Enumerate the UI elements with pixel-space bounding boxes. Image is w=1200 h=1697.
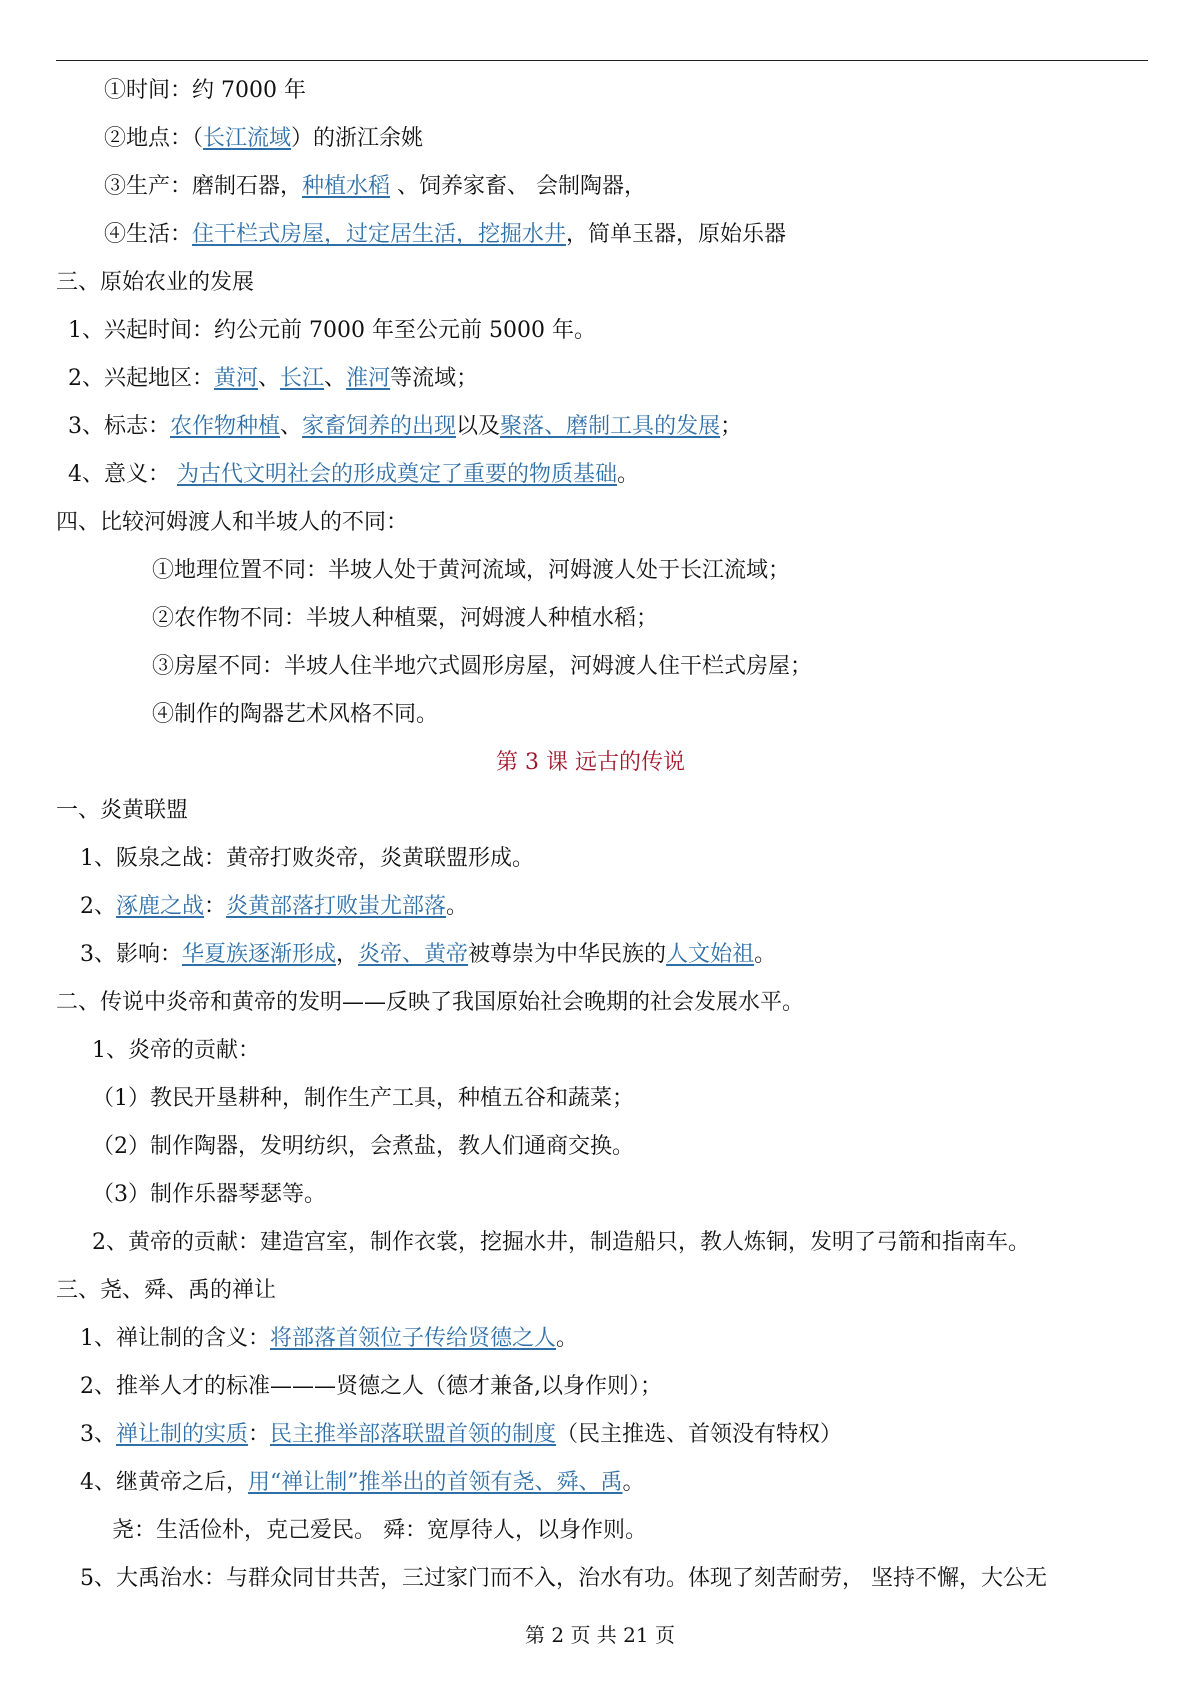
- text-line: [80, 1370, 662, 1404]
- highlighted-text: 长江流域: [203, 126, 292, 151]
- text-segment: ④生活：: [104, 222, 193, 247]
- text-segment: ①地理位置不同：半坡人处于黄河流域，河姆渡人处于长江流域；: [152, 558, 791, 583]
- text-segment: ④制作的陶器艺术风格不同。: [152, 702, 439, 727]
- text-line: [152, 602, 658, 636]
- text-segment: 。: [556, 1326, 579, 1351]
- text-segment: 3、: [80, 1422, 116, 1447]
- text-segment: 四、比较河姆渡人和半坡人的不同：: [56, 510, 409, 535]
- text-segment: 三、原始农业的发展: [56, 270, 255, 295]
- text-segment: ③生产：磨制石器，: [104, 174, 303, 199]
- text-line: [68, 410, 742, 444]
- header-rule: [56, 60, 1148, 61]
- text-segment: ①时间：约 7000 年: [104, 78, 306, 103]
- text-segment: 。: [446, 894, 469, 919]
- text-line: [152, 554, 790, 588]
- highlighted-text: 聚落、磨制工具的发展: [500, 414, 721, 439]
- text-segment: 1、禅让制的含义：: [80, 1326, 270, 1351]
- text-segment: 、: [258, 366, 281, 391]
- text-segment: 、: [324, 366, 347, 391]
- text-line: [104, 218, 786, 252]
- highlighted-text: 涿鹿之战: [116, 894, 205, 919]
- text-segment: （2）制作陶器，发明纺织，会煮盐，教人们通商交换。: [92, 1134, 634, 1159]
- text-segment: ②地点：（: [104, 126, 204, 151]
- text-segment: ，: [336, 942, 359, 967]
- text-line: [104, 170, 646, 204]
- lesson-title: [496, 746, 685, 780]
- text-segment: （民主推选、首领没有特权）: [556, 1422, 843, 1447]
- text-line: [68, 458, 639, 492]
- text-segment: 一、炎黄联盟: [56, 798, 189, 823]
- highlighted-text: 长江: [280, 366, 325, 391]
- text-segment: 、: [280, 414, 303, 439]
- text-segment: ：: [248, 1422, 271, 1447]
- text-segment: 2、黄帝的贡献：建造宫室，制作衣裳，挖掘水井，制造船只，教人炼铜，发明了弓箭和指南车。: [92, 1230, 1031, 1255]
- text-line: [80, 1418, 842, 1452]
- text-line: [56, 794, 188, 828]
- highlighted-text: 人文始祖: [666, 942, 755, 967]
- highlighted-text: 家畜饲养的出现: [302, 414, 457, 439]
- text-segment: （1）教民开垦耕种，制作生产工具，种植五谷和蔬菜；: [92, 1086, 634, 1111]
- text-line: [112, 1514, 647, 1548]
- highlighted-text: 黄河: [214, 366, 259, 391]
- text-segment: 3、影响：: [80, 942, 182, 967]
- highlighted-text: 将部落首领位子传给贤德之人: [270, 1326, 557, 1351]
- text-line: [104, 122, 423, 156]
- highlighted-text: 为古代文明社会的形成奠定了重要的物质基础: [177, 462, 618, 487]
- highlighted-text: 炎黄部落打败蚩尤部落: [226, 894, 447, 919]
- text-segment: 1、兴起时间：约公元前 7000 年至公元前 5000 年。: [68, 318, 596, 343]
- highlighted-text: 华夏族逐渐形成: [182, 942, 337, 967]
- text-line: [56, 1274, 276, 1308]
- text-line: [56, 986, 804, 1020]
- text-line: [80, 1322, 578, 1356]
- highlighted-text: 炎帝、黄帝: [358, 942, 469, 967]
- text-segment: 1、阪泉之战：黄帝打败炎帝，炎黄联盟形成。: [80, 846, 534, 871]
- text-segment: ②农作物不同：半坡人种植粟，河姆渡人种植水稻；: [152, 606, 659, 631]
- text-line: [68, 362, 478, 396]
- highlighted-text: 种植水稻: [302, 174, 391, 199]
- highlighted-text: 农作物种植: [170, 414, 281, 439]
- text-line: [56, 266, 254, 300]
- text-segment: ，简单玉器，原始乐器: [566, 222, 787, 247]
- text-line: [92, 1178, 326, 1212]
- text-segment: 三、尧、舜、禹的禅让: [56, 1278, 277, 1303]
- text-segment: ）的浙江余姚: [291, 126, 424, 151]
- text-line: [56, 506, 408, 540]
- text-segment: 等流域；: [390, 366, 479, 391]
- text-segment: ：: [204, 894, 227, 919]
- text-line: [92, 1130, 634, 1164]
- text-segment: 2、兴起地区：: [68, 366, 214, 391]
- text-line: [80, 890, 468, 924]
- text-line: [104, 74, 306, 108]
- text-segment: 被尊崇为中华民族的: [468, 942, 667, 967]
- highlighted-text: 民主推举部落联盟首领的制度: [270, 1422, 557, 1447]
- text-line: [92, 1226, 1030, 1260]
- highlighted-text: 住干栏式房屋，过定居生活，挖掘水井: [192, 222, 567, 247]
- text-segment: 。: [622, 1470, 645, 1495]
- highlighted-text: 淮河: [346, 366, 391, 391]
- page-footer: 第 2 页 共 21 页: [525, 1623, 675, 1647]
- text-line: [80, 1562, 1047, 1596]
- highlighted-text: 禅让制的实质: [116, 1422, 249, 1447]
- text-segment: 、饲养家畜、 会制陶器，: [390, 174, 647, 199]
- text-segment: 第 3 课 远古的传说: [496, 750, 685, 775]
- text-segment: 2、: [80, 894, 116, 919]
- text-segment: 2、推举人才的标准———贤德之人（德才兼备,以身作则）；: [80, 1374, 662, 1399]
- text-segment: 。: [617, 462, 640, 487]
- text-segment: 二、传说中炎帝和黄帝的发明——反映了我国原始社会晚期的社会发展水平。: [56, 990, 805, 1015]
- text-segment: 。: [754, 942, 777, 967]
- text-segment: 5、大禹治水：与群众同甘共苦，三过家门而不入，治水有功。体现了刻苦耐劳， 坚持不懈，大公无: [80, 1566, 1047, 1591]
- text-segment: ；: [720, 414, 743, 439]
- text-line: [92, 1082, 634, 1116]
- text-line: [152, 650, 812, 684]
- text-line: [80, 938, 776, 972]
- text-line: [80, 842, 534, 876]
- text-segment: 1、炎帝的贡献：: [92, 1038, 260, 1063]
- text-line: [152, 698, 438, 732]
- text-segment: 3、标志：: [68, 414, 170, 439]
- text-line: [92, 1034, 260, 1068]
- text-segment: （3）制作乐器琴瑟等。: [92, 1182, 326, 1207]
- text-line: [80, 1466, 645, 1500]
- text-segment: 尧：生活俭朴，克己爱民。 舜：宽厚待人，以身作则。: [112, 1518, 647, 1543]
- text-segment: 以及: [456, 414, 501, 439]
- highlighted-text: 用“禅让制”推举出的首领有尧、舜、禹: [248, 1470, 623, 1495]
- text-segment: 4、意义：: [68, 462, 177, 487]
- text-line: [68, 314, 596, 348]
- text-segment: ③房屋不同：半坡人住半地穴式圆形房屋，河姆渡人住干栏式房屋；: [152, 654, 813, 679]
- text-segment: 4、继黄帝之后，: [80, 1470, 248, 1495]
